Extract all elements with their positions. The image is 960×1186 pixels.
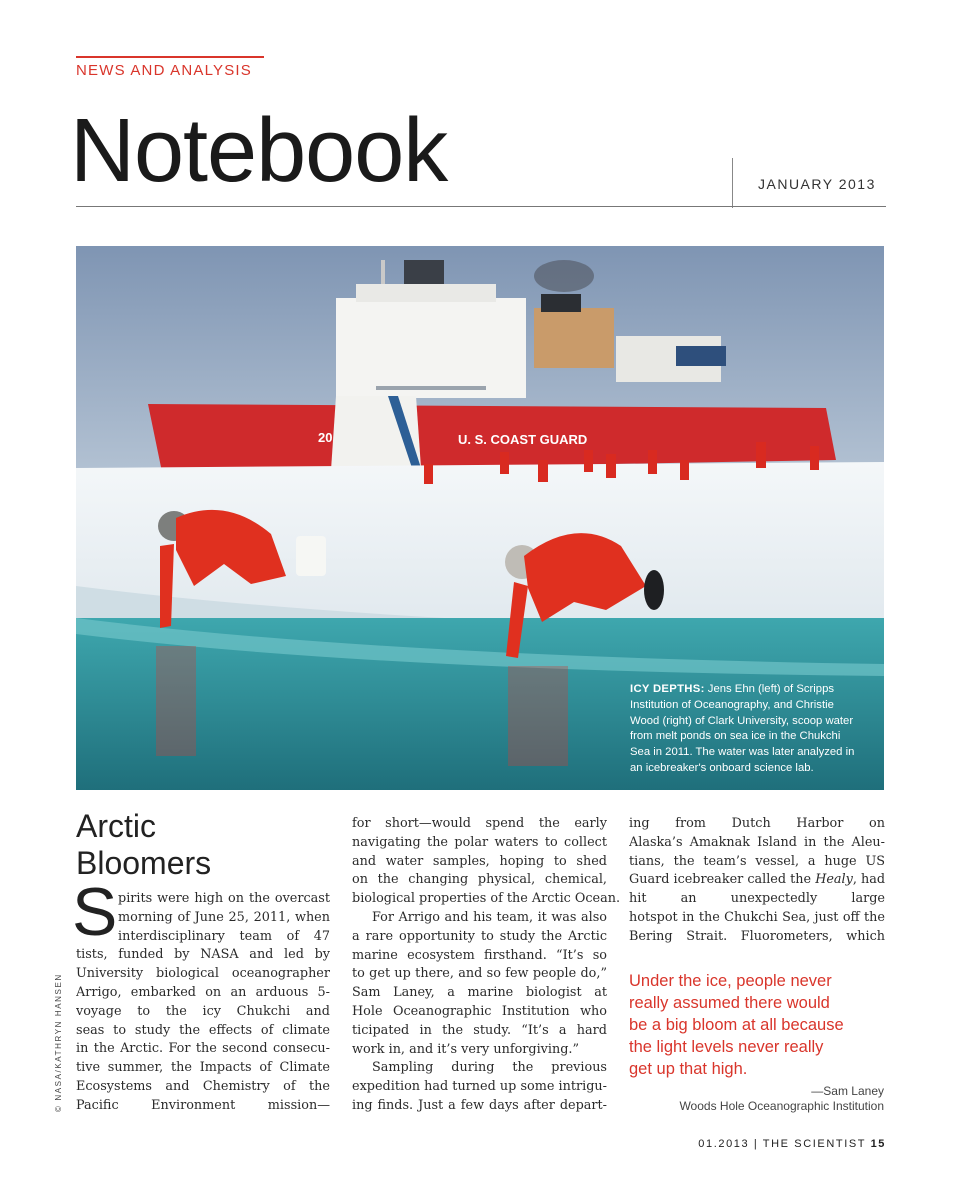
body-line: expedition had turned up some intrigu- [352,1079,607,1095]
pull-quote-line: get up that high. [629,1060,748,1078]
department-title: Notebook [70,101,448,201]
ship-marking: U. S. COAST GUARD [458,432,588,447]
caption-line: Sea in 2011. The water was later analyzed in [630,746,855,759]
article-column-3 [629,815,885,947]
photo-credit: © NASA/KATHRYN HANSEN [54,973,63,1112]
article-headline [76,808,211,882]
body-line: tists, funded by NASA and led by [76,947,330,963]
section-kicker: NEWS AND ANALYSIS [76,62,253,79]
article-column-2 [352,815,621,1116]
drop-cap: S [72,874,118,950]
body-line: interdisciplinary team of 47 [118,928,330,944]
pull-quote-line: be a big bloom at all because [629,1016,844,1034]
body-line: navigating the polar waters to collect [352,834,607,850]
body-line: Arrigo, embarked on an arduous 5- [76,984,330,1000]
body-line: on the changing physical, chemical, [352,872,607,888]
page-footer [698,1138,886,1150]
pull-quote-line: the light levels never really [629,1038,824,1056]
pull-quote [629,970,885,1080]
body-line: tians, the team’s vessel, a huge US [629,853,885,869]
body-line: ing from Dutch Harbor on [629,816,885,831]
caption-line: Institution of Oceanography, and Christie [630,698,834,711]
body-line: Bering Strait. Fluorometers, which [629,928,885,944]
page-number: 15 [870,1138,886,1150]
masthead-rule [76,206,886,207]
body-line [629,871,885,890]
hull-number: 20 [318,430,333,445]
masthead-divider [732,158,733,208]
body-line: Hole Oceanographic Institution who [352,1003,607,1019]
ship-name: Healy [815,872,853,888]
body-line: a rare opportunity to study the Arctic [352,928,607,944]
body-line: Ecosystems and Chemistry of the [76,1078,330,1094]
body-line: marine ecosystem firsthand. “It’s so [352,947,607,963]
quote-attribution-org: Woods Hole Oceanographic Institution [679,1099,884,1113]
body-line: ing finds. Just a few days after depart- [352,1097,607,1113]
body-line: Sam Laney, a marine biologist at [352,985,607,1001]
body-text: Guard icebreaker called the [629,872,812,888]
issue-date: JANUARY 2013 [758,176,876,192]
body-line: hit an unexpectedly large [629,891,885,907]
body-line: hotspot in the Chukchi Sea, just off the [629,909,885,925]
body-line: voyage to the icy Chukchi and [76,1003,330,1019]
body-line: in the Arctic. For the second consecu- [76,1041,330,1057]
caption-line: Jens Ehn (left) of Scripps [707,683,834,695]
kicker-rule [76,56,264,58]
caption-line: from melt ponds on sea ice in the Chukchi [630,730,841,743]
body-line: Sampling during the previous [372,1060,607,1076]
body-line: work in, and it’s very unforgiving.” [352,1041,580,1057]
caption-lead: ICY DEPTHS: [630,683,705,695]
photo-caption [630,682,875,777]
body-line: Pacific Environment mission— [76,1097,330,1113]
body-line: Alaska’s Amaknak Island in the Aleu- [629,834,885,850]
article-column-1 [76,890,330,1116]
headline-line: Bloomers [76,845,212,881]
smoke-plume [534,260,594,292]
caption-line: Wood (right) of Clark University, scoop water [630,714,854,727]
body-line: University biological oceanographer [76,966,330,982]
body-line: tive summer, the Impacts of Climate [76,1060,330,1076]
body-line: For Arrigo and his team, it was also [372,909,607,925]
body-line: ticipated in the study. “It’s a hard [352,1022,607,1038]
body-line: for short—would spend the early [352,816,607,831]
pull-quote-line: really assumed there would [629,994,830,1012]
body-line: morning of June 25, 2011, when [118,909,330,925]
body-line: to get up there, and so few people do,” [352,966,607,982]
body-text: , had [852,872,886,888]
folio-text: 01.2013 | THE SCIENTIST [698,1138,866,1150]
body-line: pirits were high on the overcast [118,891,330,906]
quote-attribution-name: —Sam Laney [811,1084,884,1098]
headline-line: Arctic [76,808,156,844]
body-line: seas to study the effects of climate [76,1022,330,1038]
body-line: biological properties of the Arctic Ocean. [352,891,621,907]
pull-quote-line: Under the ice, people never [629,972,832,990]
caption-line: an icebreaker's onboard science lab. [630,761,814,774]
body-line: and water samples, hoping to shed [352,853,607,869]
